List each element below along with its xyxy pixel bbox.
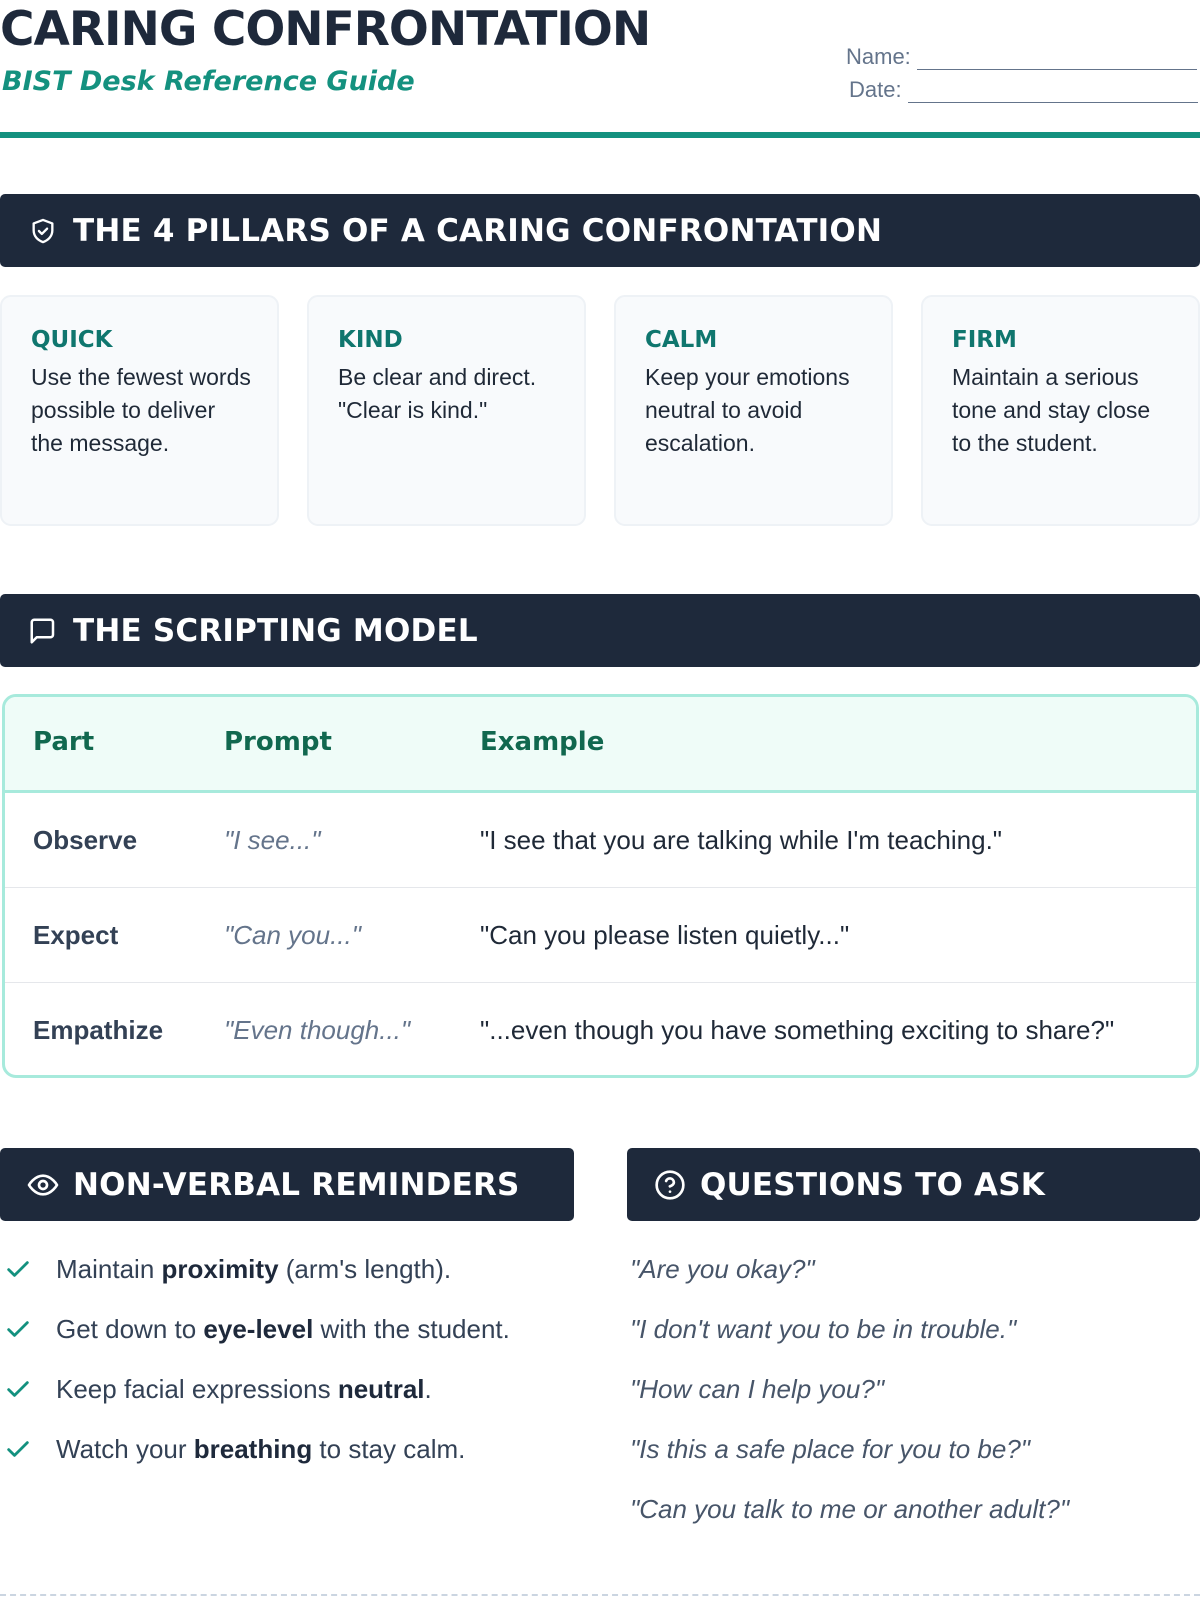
page-header <box>0 0 1200 140</box>
help-circle-icon <box>654 1169 686 1201</box>
question-item: "Are you okay?" <box>630 1253 815 1284</box>
list-item <box>4 1249 451 1289</box>
question-item: "How can I help you?" <box>630 1373 885 1404</box>
nonverbal-list <box>4 1249 574 1489</box>
column-header-part: Part <box>33 727 95 757</box>
page-title: CARING CONFRONTATION <box>0 2 651 57</box>
page-subtitle: BIST Desk Reference Guide <box>2 66 415 97</box>
scripting-section-title: THE SCRIPTING MODEL <box>73 612 478 649</box>
column-header-prompt: Prompt <box>224 727 332 757</box>
name-label: Name: <box>846 44 911 69</box>
row-example: "I see that you are talking while I'm teaching." <box>480 825 1003 855</box>
question-item: "Can you talk to me or another adult?" <box>630 1493 1070 1524</box>
pillar-title: QUICK <box>31 327 113 353</box>
shield-check-icon <box>27 215 59 247</box>
name-field[interactable] <box>846 44 1197 70</box>
row-prompt: "Even though..." <box>224 1015 411 1045</box>
column-header-example: Example <box>480 727 605 757</box>
row-example: "Can you please listen quietly..." <box>480 920 850 950</box>
name-blank-line <box>917 52 1197 70</box>
pillars-section-header <box>0 194 1200 267</box>
scripting-section-header <box>0 594 1200 667</box>
pillar-title: FIRM <box>952 327 1017 353</box>
pillar-card-quick <box>0 295 279 526</box>
date-label: Date: <box>849 77 902 102</box>
pillar-card-firm <box>921 295 1200 526</box>
questions-section-title: QUESTIONS TO ASK <box>700 1166 1045 1203</box>
question-item: "I don't want you to be in trouble." <box>630 1313 1017 1344</box>
questions-section-header <box>627 1148 1200 1221</box>
list-item <box>4 1309 510 1349</box>
message-square-icon <box>27 615 59 647</box>
date-blank-line <box>908 85 1198 103</box>
item-text: Keep facial expressions neutral. <box>56 1373 432 1404</box>
eye-icon <box>27 1169 59 1201</box>
pillar-description: Be clear and direct. "Clear is kind." <box>338 364 537 423</box>
pillar-description: Keep your emotions neutral to avoid escalation. <box>645 364 850 456</box>
row-example: "...even though you have something exciting to share?" <box>480 1015 1115 1045</box>
pillar-card-calm <box>614 295 893 526</box>
pillars-section-title: THE 4 PILLARS OF A CARING CONFRONTATION <box>73 212 883 249</box>
footer-dashed-divider <box>0 1594 1200 1596</box>
nonverbal-section-title: NON-VERBAL REMINDERS <box>73 1166 520 1203</box>
pillar-description: Maintain a serious tone and stay close to the student. <box>952 364 1151 456</box>
check-icon <box>4 1254 34 1284</box>
row-part: Expect <box>33 920 119 950</box>
row-prompt: "I see..." <box>224 825 321 855</box>
table-row <box>5 888 1196 983</box>
question-item: "Is this a safe place for you to be?" <box>630 1433 1031 1464</box>
pillar-title: CALM <box>645 327 718 353</box>
pillar-description: Use the fewest words possible to deliver the message. <box>31 364 251 456</box>
nonverbal-section-header <box>0 1148 574 1221</box>
table-header-row <box>5 697 1196 793</box>
pillar-title: KIND <box>338 327 403 353</box>
item-text: Watch your breathing to stay calm. <box>56 1433 466 1464</box>
check-icon <box>4 1374 34 1404</box>
header-divider <box>0 132 1200 138</box>
table-row <box>5 983 1196 1078</box>
check-icon <box>4 1434 34 1464</box>
date-field[interactable] <box>849 77 1198 103</box>
pillar-card-kind <box>307 295 586 526</box>
questions-list <box>630 1249 1200 1549</box>
table-row <box>5 793 1196 888</box>
check-icon <box>4 1314 34 1344</box>
item-text: Maintain proximity (arm's length). <box>56 1253 452 1284</box>
row-part: Empathize <box>33 1015 164 1045</box>
list-item <box>4 1429 465 1469</box>
scripting-table <box>2 694 1199 1078</box>
row-prompt: "Can you..." <box>224 920 361 950</box>
item-text: Get down to eye-level with the student. <box>56 1313 510 1344</box>
row-part: Observe <box>33 825 138 855</box>
list-item <box>4 1369 432 1409</box>
